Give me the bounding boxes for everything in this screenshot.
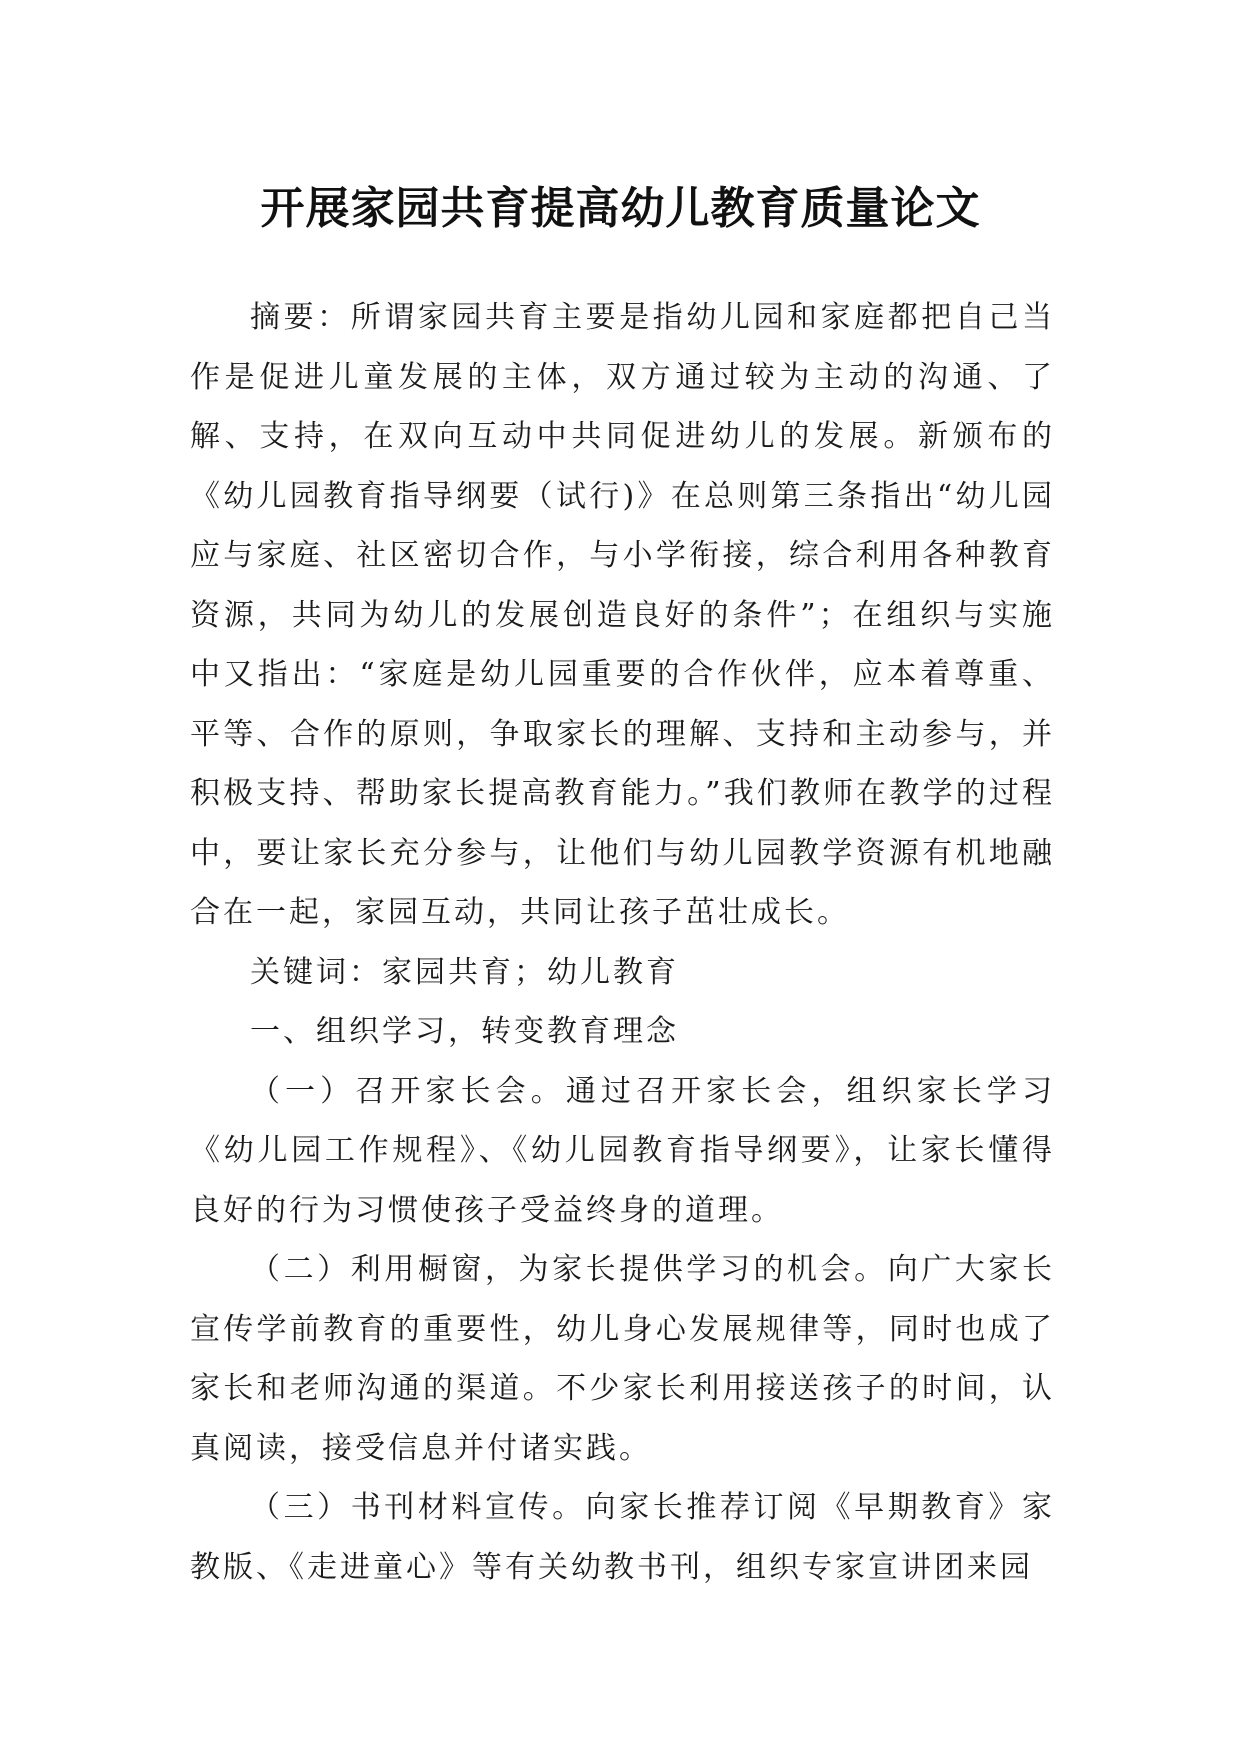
abstract-paragraph: 摘要：所谓家园共育主要是指幼儿园和家庭都把自己当作是促进儿童发展的主体，双方通过较为主动的沟通、了解、支持，在双向互动中共同促进幼儿的发展。新颁布的《幼儿园教育指导纲要（试行)》在总则第三条指出“幼儿园应与家庭、社区密切合作，与小学衔接，综合利用各种教育资源，共同为幼儿的发展创造良好的条件”；在组织与实施中又指出：“家庭是幼儿园重要的合作伙伴，应本着尊重、平等、合作的原则，争取家长的理解、支持和主动参与，并积极支持、帮助家长提高教育能力。”我们教师在教学的过程中，要让家长充分参与，让他们与幼儿园教学资源有机地融合在一起，家园互动，共同让孩子茁壮成长。 [190, 300, 1055, 930]
section-heading: 一、组织学习，转变教育理念 [250, 1014, 679, 1049]
document-title: 开展家园共育提高幼儿教育质量论文 [260, 183, 981, 235]
body-paragraph: （一）召开家长会。通过召开家长会，组织家长学习《幼儿园工作规程》、《幼儿园教育指导纲要》，让家长懂得良好的行为习惯使孩子受益终身的道理。 [190, 1073, 1055, 1228]
body-paragraph: （三）书刊材料宣传。向家长推荐订阅《早期教育》家教版、《走进童心》等有关幼教书刊，组织专家宣讲团来园 [190, 1490, 1055, 1585]
keywords-paragraph: 关键词：家园共育；幼儿教育 [250, 954, 679, 990]
document-body [190, 288, 1055, 1597]
body-paragraph: （二）利用橱窗，为家长提供学习的机会。向广大家长宣传学前教育的重要性，幼儿身心发展规律等，同时也成了家长和老师沟通的渠道。不少家长利用接送孩子的时间，认真阅读，接受信息并付诸实践。 [190, 1252, 1055, 1466]
